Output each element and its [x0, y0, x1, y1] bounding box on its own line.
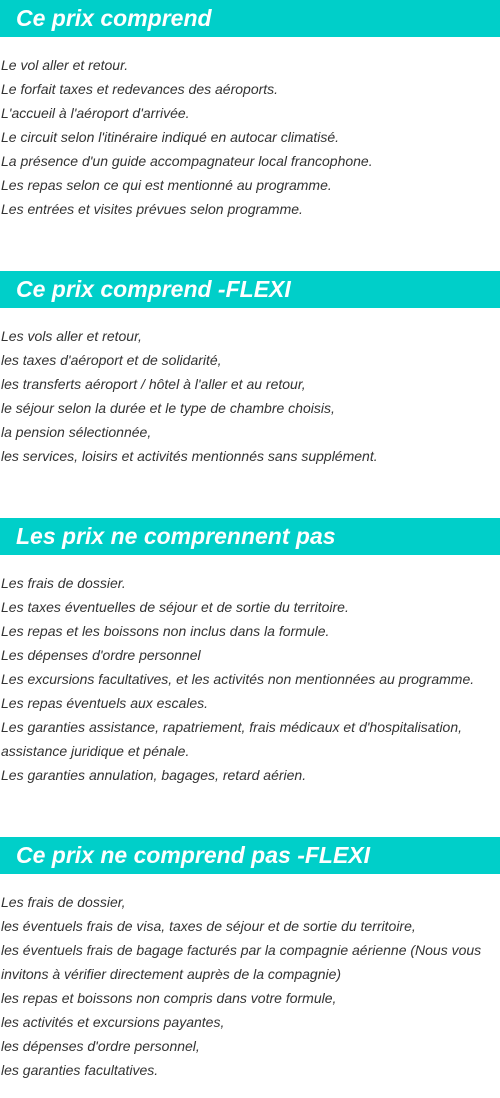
- section-title: Ce prix ne comprend pas -FLEXI: [0, 837, 500, 874]
- list-item: les garanties facultatives.: [1, 1062, 159, 1078]
- list-item: Les dépenses d'ordre personnel: [1, 647, 201, 663]
- list-item: L'accueil à l'aéroport d'arrivée.: [1, 105, 190, 121]
- list-item: Les excursions facultatives, et les activités non mentionnées au programme.: [1, 671, 475, 687]
- section-price-excludes: [0, 518, 500, 787]
- inclusion-list: [0, 37, 500, 221]
- list-item: les transferts aéroport / hôtel à l'aller et au retour,: [1, 376, 306, 392]
- list-item: les services, loisirs et activités mentionnés sans supplément.: [1, 448, 378, 464]
- list-item: Le vol aller et retour.: [1, 57, 129, 73]
- exclusion-list: [0, 555, 500, 787]
- list-item: Les garanties annulation, bagages, retard aérien.: [1, 767, 307, 783]
- list-item: Les repas selon ce qui est mentionné au programme.: [1, 177, 332, 193]
- section-price-includes-flexi: [0, 271, 500, 468]
- list-item: Les entrées et visites prévues selon programme.: [1, 201, 303, 217]
- list-item: Le forfait taxes et redevances des aéroports.: [1, 81, 279, 97]
- list-item: Les repas éventuels aux escales.: [1, 695, 209, 711]
- list-item: Les frais de dossier.: [1, 575, 126, 591]
- list-item: Les taxes éventuelles de séjour et de sortie du territoire.: [1, 599, 349, 615]
- list-item: La présence d'un guide accompagnateur local francophone.: [1, 153, 373, 169]
- section-price-excludes-flexi: [0, 837, 500, 1082]
- list-item: le séjour selon la durée et le type de chambre choisis,: [1, 400, 335, 416]
- section-title: Ce prix comprend -FLEXI: [0, 271, 500, 308]
- list-item: Les frais de dossier,: [1, 894, 126, 910]
- inclusion-list: [0, 308, 500, 468]
- list-item: les éventuels frais de bagage facturés par la compagnie aérienne (Nous vous invitons à vérifier directement auprès de la compagnie): [1, 942, 482, 982]
- list-item: les éventuels frais de visa, taxes de séjour et de sortie du territoire,: [1, 918, 416, 934]
- list-item: la pension sélectionnée,: [1, 424, 152, 440]
- list-item: Les repas et les boissons non inclus dans la formule.: [1, 623, 330, 639]
- section-title: Ce prix comprend: [0, 0, 500, 37]
- exclusion-list: [0, 874, 500, 1082]
- list-item: Les garanties assistance, rapatriement, frais médicaux et d'hospitalisation, assistance juridique et pénale.: [1, 719, 463, 759]
- list-item: les repas et boissons non compris dans votre formule,: [1, 990, 337, 1006]
- section-price-includes: [0, 0, 500, 221]
- list-item: Le circuit selon l'itinéraire indiqué en autocar climatisé.: [1, 129, 340, 145]
- list-item: les dépenses d'ordre personnel,: [1, 1038, 200, 1054]
- list-item: les taxes d'aéroport et de solidarité,: [1, 352, 222, 368]
- list-item: les activités et excursions payantes,: [1, 1014, 225, 1030]
- list-item: Les vols aller et retour,: [1, 328, 142, 344]
- section-title: Les prix ne comprennent pas: [0, 518, 500, 555]
